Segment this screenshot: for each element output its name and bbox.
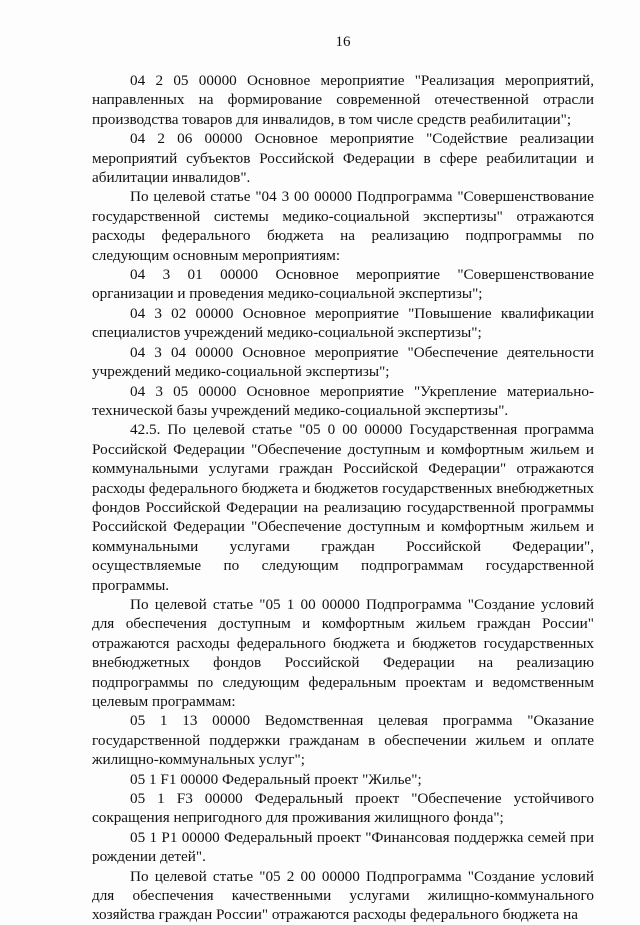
document-body	[92, 71, 594, 925]
paragraph: 04 2 06 00000 Основное мероприятие "Содействие реализации мероприятий субъектов Российской Федерации в сфере реабилитации и абилитации инвалидов".	[92, 130, 594, 187]
paragraph: По целевой статье "04 3 00 00000 Подпрограмма "Совершенствование государственной системы медико-социальной экспертизы" отражаются расходы федерального бюджета на реализацию подпрограммы по следующим основным мероприятиям:	[92, 188, 594, 264]
paragraph: По целевой статье "05 2 00 00000 Подпрограмма "Создание условий для обеспечения качественными услугами жилищно-коммунального хозяйства граждан России" отражаются расходы федерального бюджета на	[92, 867, 594, 924]
paragraph: 04 3 04 00000 Основное мероприятие "Обеспечение деятельности учреждений медико-социальной экспертизы";	[92, 343, 594, 381]
paragraph: 04 2 05 00000 Основное мероприятие "Реализация мероприятий, направленных на формирование современной отечественной отрасли производства товаров для инвалидов, в том числе средств реабилитации";	[92, 72, 594, 128]
paragraph: По целевой статье "05 1 00 00000 Подпрограмма "Создание условий для обеспечения доступным и комфортным жильем граждан России" отражаются расходы федерального бюджета и бюджетов государственных внебюджетных фондов Российской Федерации на реализацию подпрограммы по следующим федеральным проектам и ведомственным целевым программам:	[92, 595, 594, 710]
paragraph: 05 1 F3 00000 Федеральный проект "Обеспечение устойчивого сокращения непригодного для проживания жилищного фонда";	[92, 790, 594, 827]
paragraph: 05 1 13 00000 Ведомственная целевая программа "Оказание государственной поддержки гражданам в обеспечении жильем и оплате жилищно-коммунальных услуг";	[92, 712, 594, 769]
paragraph: 42.5. По целевой статье "05 0 00 00000 Государственная программа Российской Федерации "Обеспечение доступным и комфортным жильем и коммунальными услугами граждан Российской Федерации" отражаются расходы федерального бюджета и бюджетов государственных внебюджетных фондов Российской Федерации на реализацию государственной программы Российской Федерации "Обеспечение доступным и комфортным жильем и коммунальными услугами граждан Российской Федерации", осуществляемые по следующим подпрограммам государственной программы.	[92, 421, 594, 594]
page-number: 16	[335, 34, 351, 50]
paragraph: 04 3 02 00000 Основное мероприятие "Повышение квалификации специалистов учреждений медико-социальной экспертизы";	[92, 304, 594, 342]
paragraph: 05 1 F1 00000 Федеральный проект "Жилье";	[130, 770, 422, 788]
paragraph: 04 3 05 00000 Основное мероприятие "Укрепление материально-технической базы учреждений медико-социальной экспертизы".	[92, 382, 594, 419]
paragraph: 05 1 P1 00000 Федеральный проект "Финансовая поддержка семей при рождении детей".	[92, 828, 594, 866]
paragraph: 04 3 01 00000 Основное мероприятие "Совершенствование организации и проведения медико-социальной экспертизы";	[92, 266, 594, 303]
